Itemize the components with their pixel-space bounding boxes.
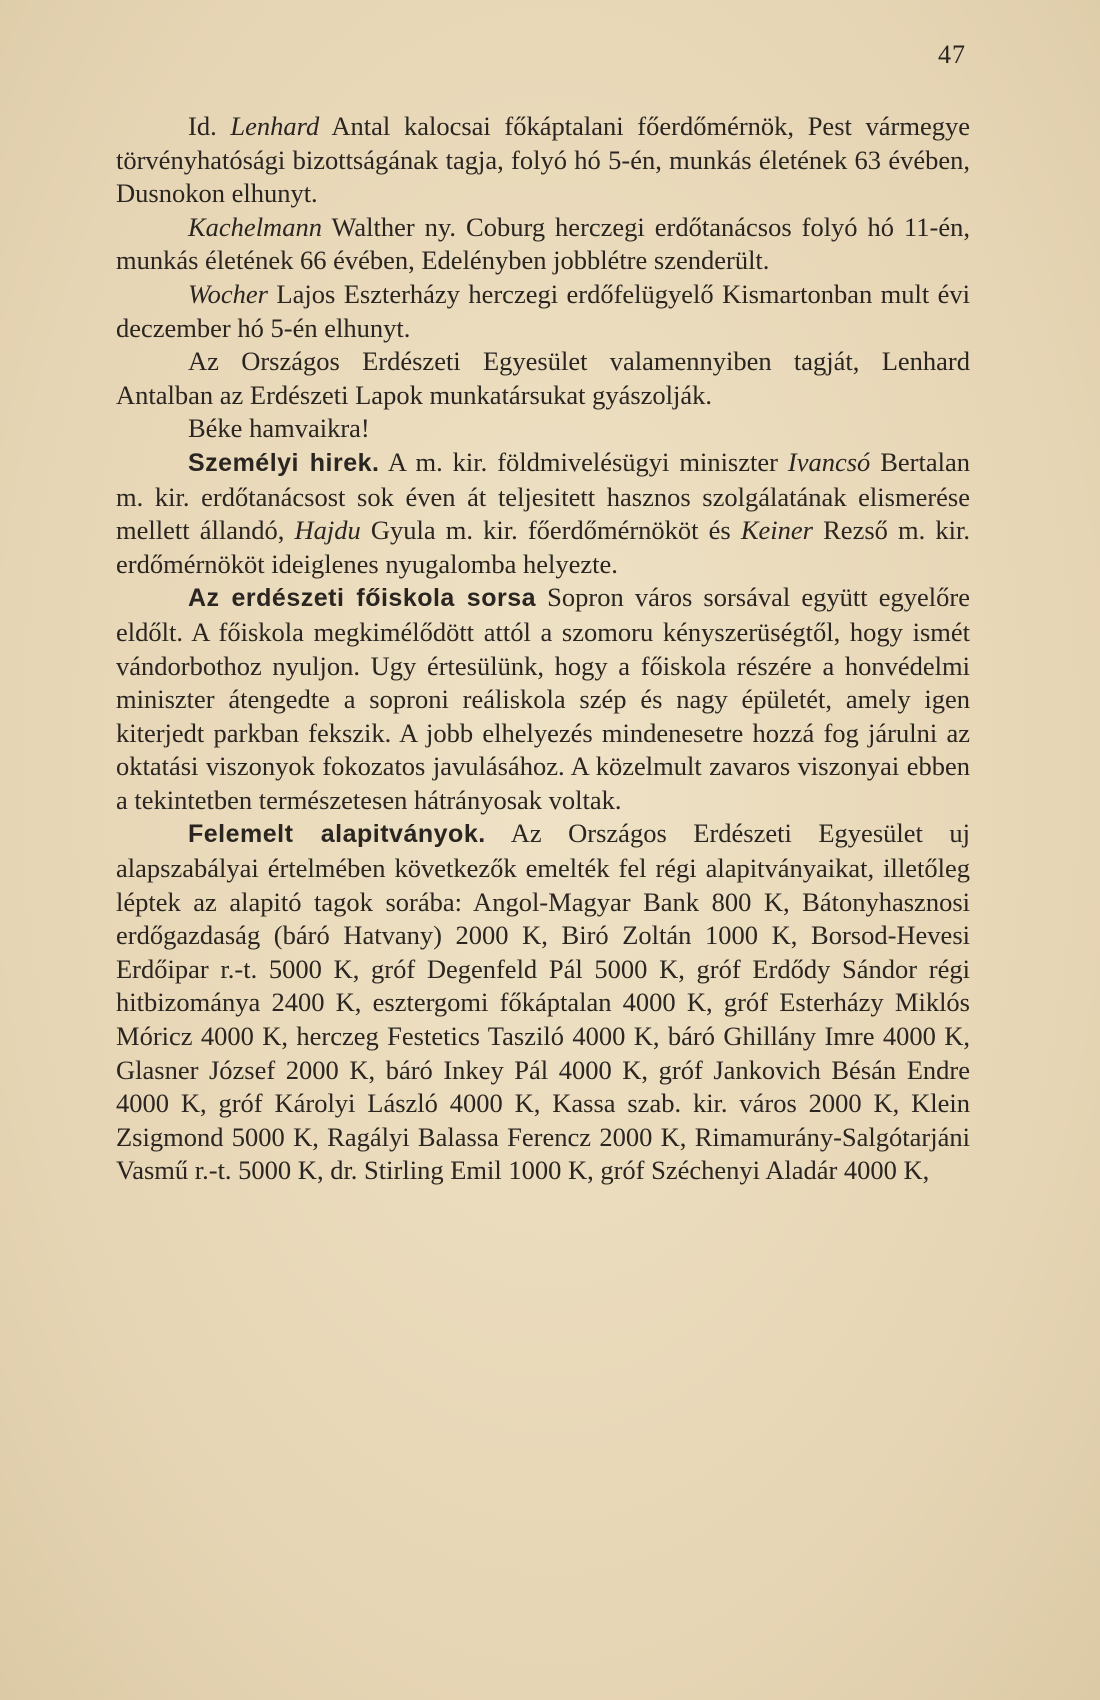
obituary-lenhard-lead: Id.: [188, 111, 231, 141]
personal-news-heading: Személyi hirek.: [188, 448, 380, 477]
forestry-college-heading: Az erdészeti főiskola sorsa: [188, 584, 537, 613]
page-number: 47: [938, 40, 966, 69]
obituary-wocher-name: Wocher: [188, 278, 268, 309]
obituary-lenhard: [116, 110, 970, 211]
personal-news-text-1: A m. kir. földmivelésügyi miniszter: [379, 446, 788, 477]
personal-news-name-ivancso: Ivancsó: [787, 446, 871, 477]
obituary-wocher-text: Lajos Eszterházy herczegi erdőfelügyelő Kismartonban mult évi deczember hó 5-én elhunyt.: [116, 278, 970, 343]
obituary-kachelmann: [116, 211, 970, 278]
obituary-lenhard-name: Lenhard: [230, 111, 320, 141]
forestry-college-text: Sopron város sorsával együtt egyelőre eldőlt. A főiskola megkimélődött attól a szomoru kényszerüségtől, hogy ismét vándorbothoz nyuljon. Ugy értesülünk, hogy a főiskola részére a honvédelmi miniszter átengedte a soproni reáliskola szép és nagy épületét, amely igen kiterjedt parkban fekszik. A jobb elhelyezés mindenesetre hozzá fog járulni az oktatási viszonyok fokozatos javulásához. A közelmult zavaros viszonyai ebben a tekintetben természetesen hátrányosak voltak.: [116, 582, 970, 815]
obituary-kachelmann-text: Walther ny. Coburg herczegi erdőtanácsos folyó hó 11-én, munkás életének 66 évében, Edelényben jobblétre szenderült.: [116, 211, 970, 276]
obituary-wocher: [116, 278, 970, 345]
personal-news-text-2: Bertalan m. kir. erdőtanácsost sok éven át teljesitett hasznos szolgálatának elismerése mellett állandó,: [116, 446, 970, 546]
personal-news-paragraph: [116, 446, 970, 581]
foundations-heading: Felemelt alapitványok.: [188, 820, 486, 849]
mourning-paragraph: Az Országos Erdészeti Egyesület valamennyiben tagját, Lenhard Antalban az Erdészeti Lapok munkatársukat gyászolják.: [116, 346, 970, 410]
forestry-college-paragraph: [116, 581, 970, 817]
personal-news-text-4: Rezső m. kir. erdőmérnököt ideiglenes nyugalomba helyezte.: [116, 515, 970, 579]
obituary-kachelmann-name: Kachelmann: [188, 211, 322, 242]
personal-news-text-3: Gyula m. kir. főerdőmérnököt és: [360, 515, 741, 546]
obituary-lenhard-text: Antal kalocsai főkáptalani főerdőmérnök, Pest vármegye törvényhatósági bizottságának tagja, folyó hó 5-én, munkás életének 63 évében, Dusnokon elhunyt.: [116, 111, 971, 209]
foundations-paragraph: [116, 817, 970, 1188]
personal-news-name-hajdu: Hajdu: [294, 515, 361, 546]
rest-in-peace-line: Béke hamvaikra!: [188, 413, 370, 444]
foundations-text: Az Országos Erdészeti Egyesület uj alapszabályai értelmében következők emelték fel régi alapitványaikat, illetőleg léptek az alapitó tagok sorába: Angol-Magyar Bank 800 K, Bátonyhasznosi erdőgazdaság (báró Hatvany) 2000 K, Biró Zoltán 1000 K, Borsod-Hevesi Erdőipar r.-t. 5000 K, gróf Degenfeld Pál 5000 K, gróf Erdődy Sándor régi hitbizománya 2400 K, esztergomi főkáptalan 4000 K, gróf Esterházy Miklós Móricz 4000 K, herczeg Festetics Tasziló 4000 K, báró Ghillány Imre 4000 K, Glasner József 2000 K, báró Inkey Pál 4000 K, gróf Jankovich Bésán Endre 4000 K, gróf Károlyi László 4000 K, Kassa szab. kir. város 2000 K, Klein Zsigmond 5000 K, Ragályi Balassa Ferencz 2000 K, Rimamurány-Salgótarjáni Vasmű r.-t. 5000 K, dr. Stirling Emil 1000 K, gróf Széchenyi Aladár 4000 K,: [116, 818, 970, 1186]
article-body: [116, 110, 970, 1188]
personal-news-name-keiner: Keiner: [740, 515, 813, 546]
